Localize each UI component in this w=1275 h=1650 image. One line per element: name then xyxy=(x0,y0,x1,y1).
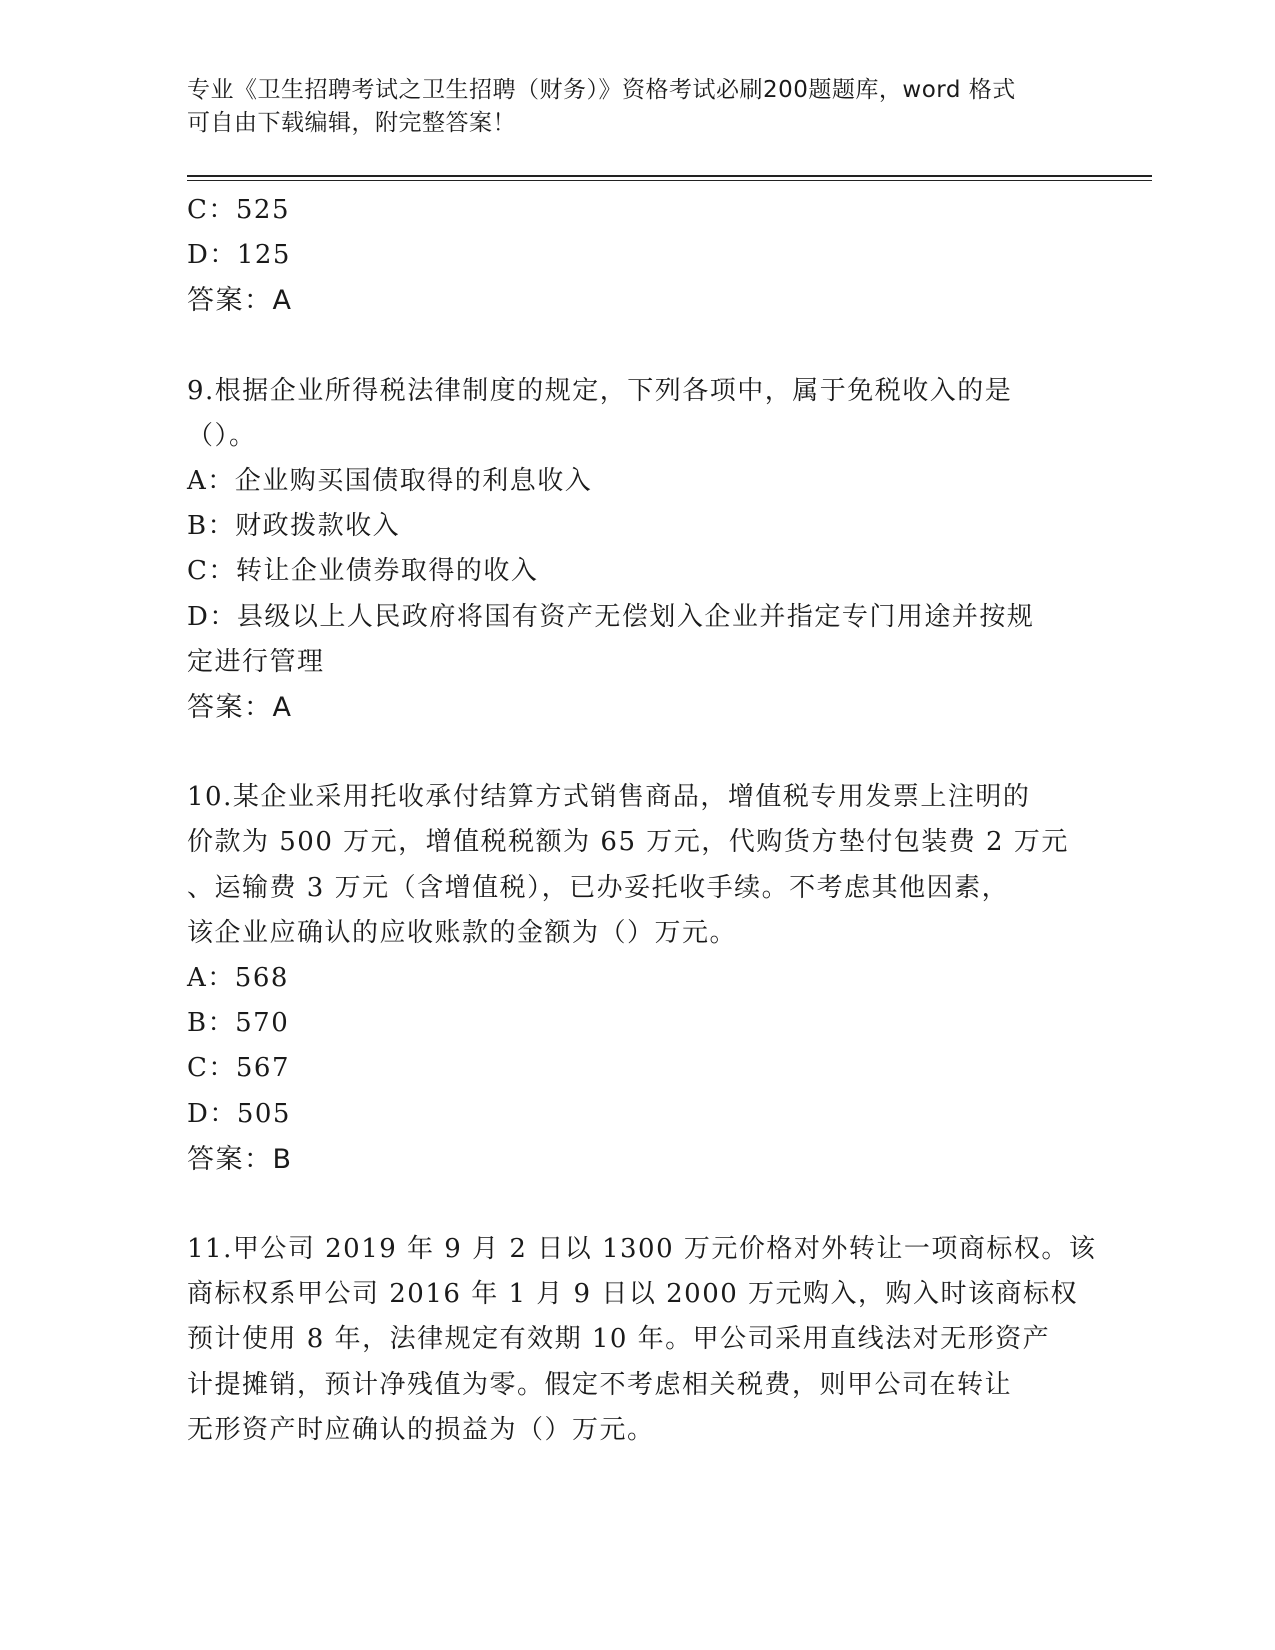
option-d: D：505 xyxy=(187,1098,291,1129)
header-title-line-1: 专业《卫生招聘考试之卫生招聘（财务）》资格考试必刷200题题库，word 格式 xyxy=(187,77,1016,103)
question-stem-line: 该企业应确认的应收账款的金额为（）万元。 xyxy=(187,917,738,948)
page-header xyxy=(187,74,1067,140)
question-9 xyxy=(187,369,1077,731)
question-stem-line: 计提摊销，预计净残值为零。假定不考虑相关税费，则甲公司在转让 xyxy=(187,1369,1013,1400)
option-c: C：525 xyxy=(187,195,291,225)
header-title-line-2: 可自由下载编辑，附完整答案！ xyxy=(187,110,516,136)
question-stem-line: 10.某企业采用托收承付结算方式销售商品，增值税专用发票上注明的 xyxy=(187,782,1031,813)
question-stem-line: （）。 xyxy=(187,420,257,451)
header-divider xyxy=(187,175,1152,177)
option-a: A：568 xyxy=(187,963,289,994)
question-stem-line: 价款为 500 万元，增值税税额为 65 万元，代购货方垫付包装费 2 万元 xyxy=(187,827,1069,858)
question-stem-line: 无形资产时应确认的损益为（）万元。 xyxy=(187,1414,655,1445)
option-b: B：财政拨款收入 xyxy=(187,511,401,542)
answer-line: 答案：A xyxy=(187,285,293,317)
answer-line: 答案：B xyxy=(187,1143,293,1175)
question-stem-line: 商标权系甲公司 2016 年 1 月 9 日以 2000 万元购入，购入时该商标权 xyxy=(187,1279,1079,1310)
question-stem-line: 预计使用 8 年，法律规定有效期 10 年。甲公司采用直线法对无形资产 xyxy=(187,1324,1051,1355)
question-stem-line: 、运输费 3 万元（含增值税），已办妥托收手续。不考虑其他因素， xyxy=(187,872,1010,903)
spacer xyxy=(187,730,1077,775)
answer-line: 答案：A xyxy=(187,692,293,724)
option-b: B：570 xyxy=(187,1008,290,1039)
option-d: D：县级以上人民政府将国有资产无偿划入企业并指定专门用途并按规 xyxy=(187,601,1035,632)
question-stem-line: 11.甲公司 2019 年 9 月 2 日以 1300 万元价格对外转让一项商标权。该 xyxy=(187,1234,1097,1265)
option-d-continued: 定进行管理 xyxy=(187,646,325,677)
option-a: A：企业购买国债取得的利息收入 xyxy=(187,466,593,497)
question-11 xyxy=(187,1227,1097,1453)
spacer xyxy=(187,324,1077,369)
previous-question-tail xyxy=(187,188,1077,324)
spacer xyxy=(187,1182,1077,1227)
option-c: C：567 xyxy=(187,1053,291,1084)
option-d: D：125 xyxy=(187,240,291,271)
option-c: C：转让企业债券取得的收入 xyxy=(187,556,539,587)
question-10 xyxy=(187,775,1077,1182)
header-divider-thin xyxy=(187,180,1152,181)
question-stem-line: 9.根据企业所得税法律制度的规定，下列各项中，属于免税收入的是 xyxy=(187,375,1013,406)
document-body xyxy=(187,188,1097,1453)
